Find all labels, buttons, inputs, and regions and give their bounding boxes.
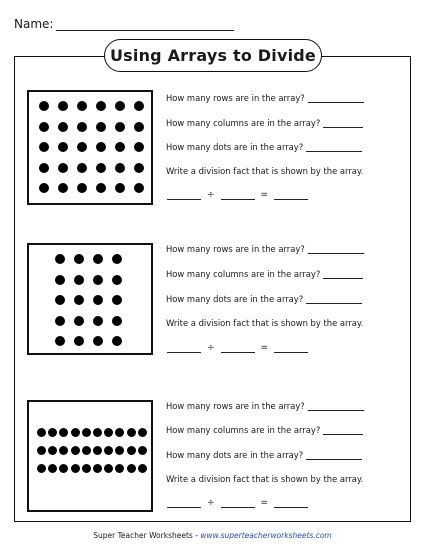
array-dot [74, 295, 84, 305]
array-dot [134, 122, 144, 132]
array-dot [71, 446, 80, 455]
array-dot [115, 183, 125, 193]
array-dot [59, 446, 68, 455]
array-dot [112, 336, 122, 346]
array-dot [127, 464, 136, 473]
array-dot [39, 101, 49, 111]
equals-sign: = [260, 190, 269, 200]
array-dot [112, 316, 122, 326]
quotient-blank[interactable] [274, 499, 308, 508]
array-dot [71, 428, 80, 437]
array-dot [134, 101, 144, 111]
question-text: How many columns are in the array? [166, 425, 321, 435]
array-dot [115, 428, 124, 437]
array-dot [93, 316, 103, 326]
division-fact-3 [167, 498, 308, 508]
answer-blank[interactable] [308, 402, 364, 411]
array-dot [96, 101, 106, 111]
array-dot [77, 122, 87, 132]
array-dot [115, 142, 125, 152]
question-text: How many dots are in the array? [166, 450, 304, 460]
array-dot [55, 316, 65, 326]
array-dot [112, 275, 122, 285]
answer-blank[interactable] [306, 143, 362, 152]
array-dot [59, 428, 68, 437]
array-dot [39, 163, 49, 173]
dot-array-2 [27, 243, 153, 355]
quotient-blank[interactable] [274, 344, 308, 353]
division-fact-1 [167, 190, 308, 200]
array-dot [37, 446, 46, 455]
array-dot [115, 122, 125, 132]
dot-array-1 [27, 90, 153, 205]
array-dot [115, 101, 125, 111]
array-dot [96, 142, 106, 152]
dividend-blank[interactable] [167, 499, 201, 508]
array-dot [37, 464, 46, 473]
question-fact-3 [166, 474, 363, 484]
answer-blank[interactable] [308, 94, 364, 103]
array-dot [138, 464, 147, 473]
array-dot [71, 464, 80, 473]
array-dot [58, 101, 68, 111]
question-text: How many dots are in the array? [166, 294, 304, 304]
divisor-blank[interactable] [221, 499, 255, 508]
division-fact-2 [167, 343, 308, 353]
question-text: How many rows are in the array? [166, 244, 305, 254]
name-label: Name: [14, 17, 54, 31]
array-dot [74, 316, 84, 326]
array-dot [39, 183, 49, 193]
question-text: How many dots are in the array? [166, 142, 304, 152]
array-dot [82, 464, 91, 473]
question-rows-2 [166, 244, 364, 254]
array-dot [39, 142, 49, 152]
array-dot [55, 254, 65, 264]
divide-sign: ÷ [207, 498, 215, 508]
array-dot [48, 446, 57, 455]
array-dot [93, 254, 103, 264]
question-text: Write a division fact that is shown by the array. [166, 474, 364, 484]
array-dot [37, 428, 46, 437]
question-dots-2 [166, 294, 362, 304]
question-fact-2 [166, 318, 363, 328]
array-dot [58, 142, 68, 152]
question-fact-1 [166, 166, 363, 176]
array-dot [74, 254, 84, 264]
array-dot [138, 446, 147, 455]
array-dot [127, 446, 136, 455]
question-columns-2 [166, 269, 363, 279]
worksheet-title: Using Arrays to Divide [104, 39, 322, 72]
question-columns-1 [166, 118, 363, 128]
footer [0, 531, 425, 540]
footer-link[interactable]: www.superteacherworksheets.com [200, 531, 332, 540]
question-text: How many columns are in the array? [166, 269, 321, 279]
array-dot [77, 183, 87, 193]
array-dot [93, 428, 102, 437]
question-text: How many rows are in the array? [166, 93, 305, 103]
array-dot [58, 183, 68, 193]
array-dot [93, 275, 103, 285]
array-dot [77, 101, 87, 111]
array-dot [115, 163, 125, 173]
name-field[interactable] [56, 19, 234, 31]
equals-sign: = [260, 343, 269, 353]
name-row [14, 17, 234, 31]
array-dot [112, 254, 122, 264]
array-dot [58, 163, 68, 173]
dividend-blank[interactable] [167, 191, 201, 200]
array-dot [115, 446, 124, 455]
answer-blank[interactable] [323, 426, 363, 435]
question-rows-1 [166, 93, 364, 103]
array-dot [82, 446, 91, 455]
array-dot [104, 464, 113, 473]
array-dot [115, 464, 124, 473]
divisor-blank[interactable] [221, 191, 255, 200]
array-dot [104, 446, 113, 455]
question-text: Write a division fact that is shown by the array. [166, 166, 364, 176]
array-dot [74, 275, 84, 285]
answer-blank[interactable] [308, 245, 364, 254]
array-dot [93, 295, 103, 305]
array-dot [39, 122, 49, 132]
array-dot [134, 142, 144, 152]
array-dot [134, 183, 144, 193]
answer-blank[interactable] [306, 295, 362, 304]
answer-blank[interactable] [323, 119, 363, 128]
array-dot [96, 183, 106, 193]
array-dot [93, 336, 103, 346]
question-dots-3 [166, 450, 362, 460]
array-dot [55, 275, 65, 285]
array-dot [127, 428, 136, 437]
array-dot [134, 163, 144, 173]
array-dot [55, 295, 65, 305]
equals-sign: = [260, 498, 269, 508]
array-dot [96, 163, 106, 173]
question-text: Write a division fact that is shown by the array. [166, 318, 364, 328]
array-dot [48, 464, 57, 473]
dot-array-3 [27, 400, 153, 512]
answer-blank[interactable] [323, 270, 363, 279]
array-dot [93, 464, 102, 473]
array-dot [112, 295, 122, 305]
answer-blank[interactable] [306, 451, 362, 460]
array-dot [58, 122, 68, 132]
array-dot [77, 142, 87, 152]
array-dot [104, 428, 113, 437]
array-dot [59, 464, 68, 473]
divide-sign: ÷ [207, 190, 215, 200]
array-dot [55, 336, 65, 346]
question-text: How many columns are in the array? [166, 118, 321, 128]
array-dot [96, 122, 106, 132]
question-rows-3 [166, 401, 364, 411]
footer-brand: Super Teacher Worksheets - [93, 531, 201, 540]
array-dot [77, 163, 87, 173]
divide-sign: ÷ [207, 343, 215, 353]
array-dot [93, 446, 102, 455]
question-dots-1 [166, 142, 362, 152]
array-dot [48, 428, 57, 437]
question-text: How many rows are in the array? [166, 401, 305, 411]
divisor-blank[interactable] [221, 344, 255, 353]
array-dot [82, 428, 91, 437]
quotient-blank[interactable] [274, 191, 308, 200]
question-columns-3 [166, 425, 363, 435]
array-dot [138, 428, 147, 437]
array-dot [74, 336, 84, 346]
dividend-blank[interactable] [167, 344, 201, 353]
